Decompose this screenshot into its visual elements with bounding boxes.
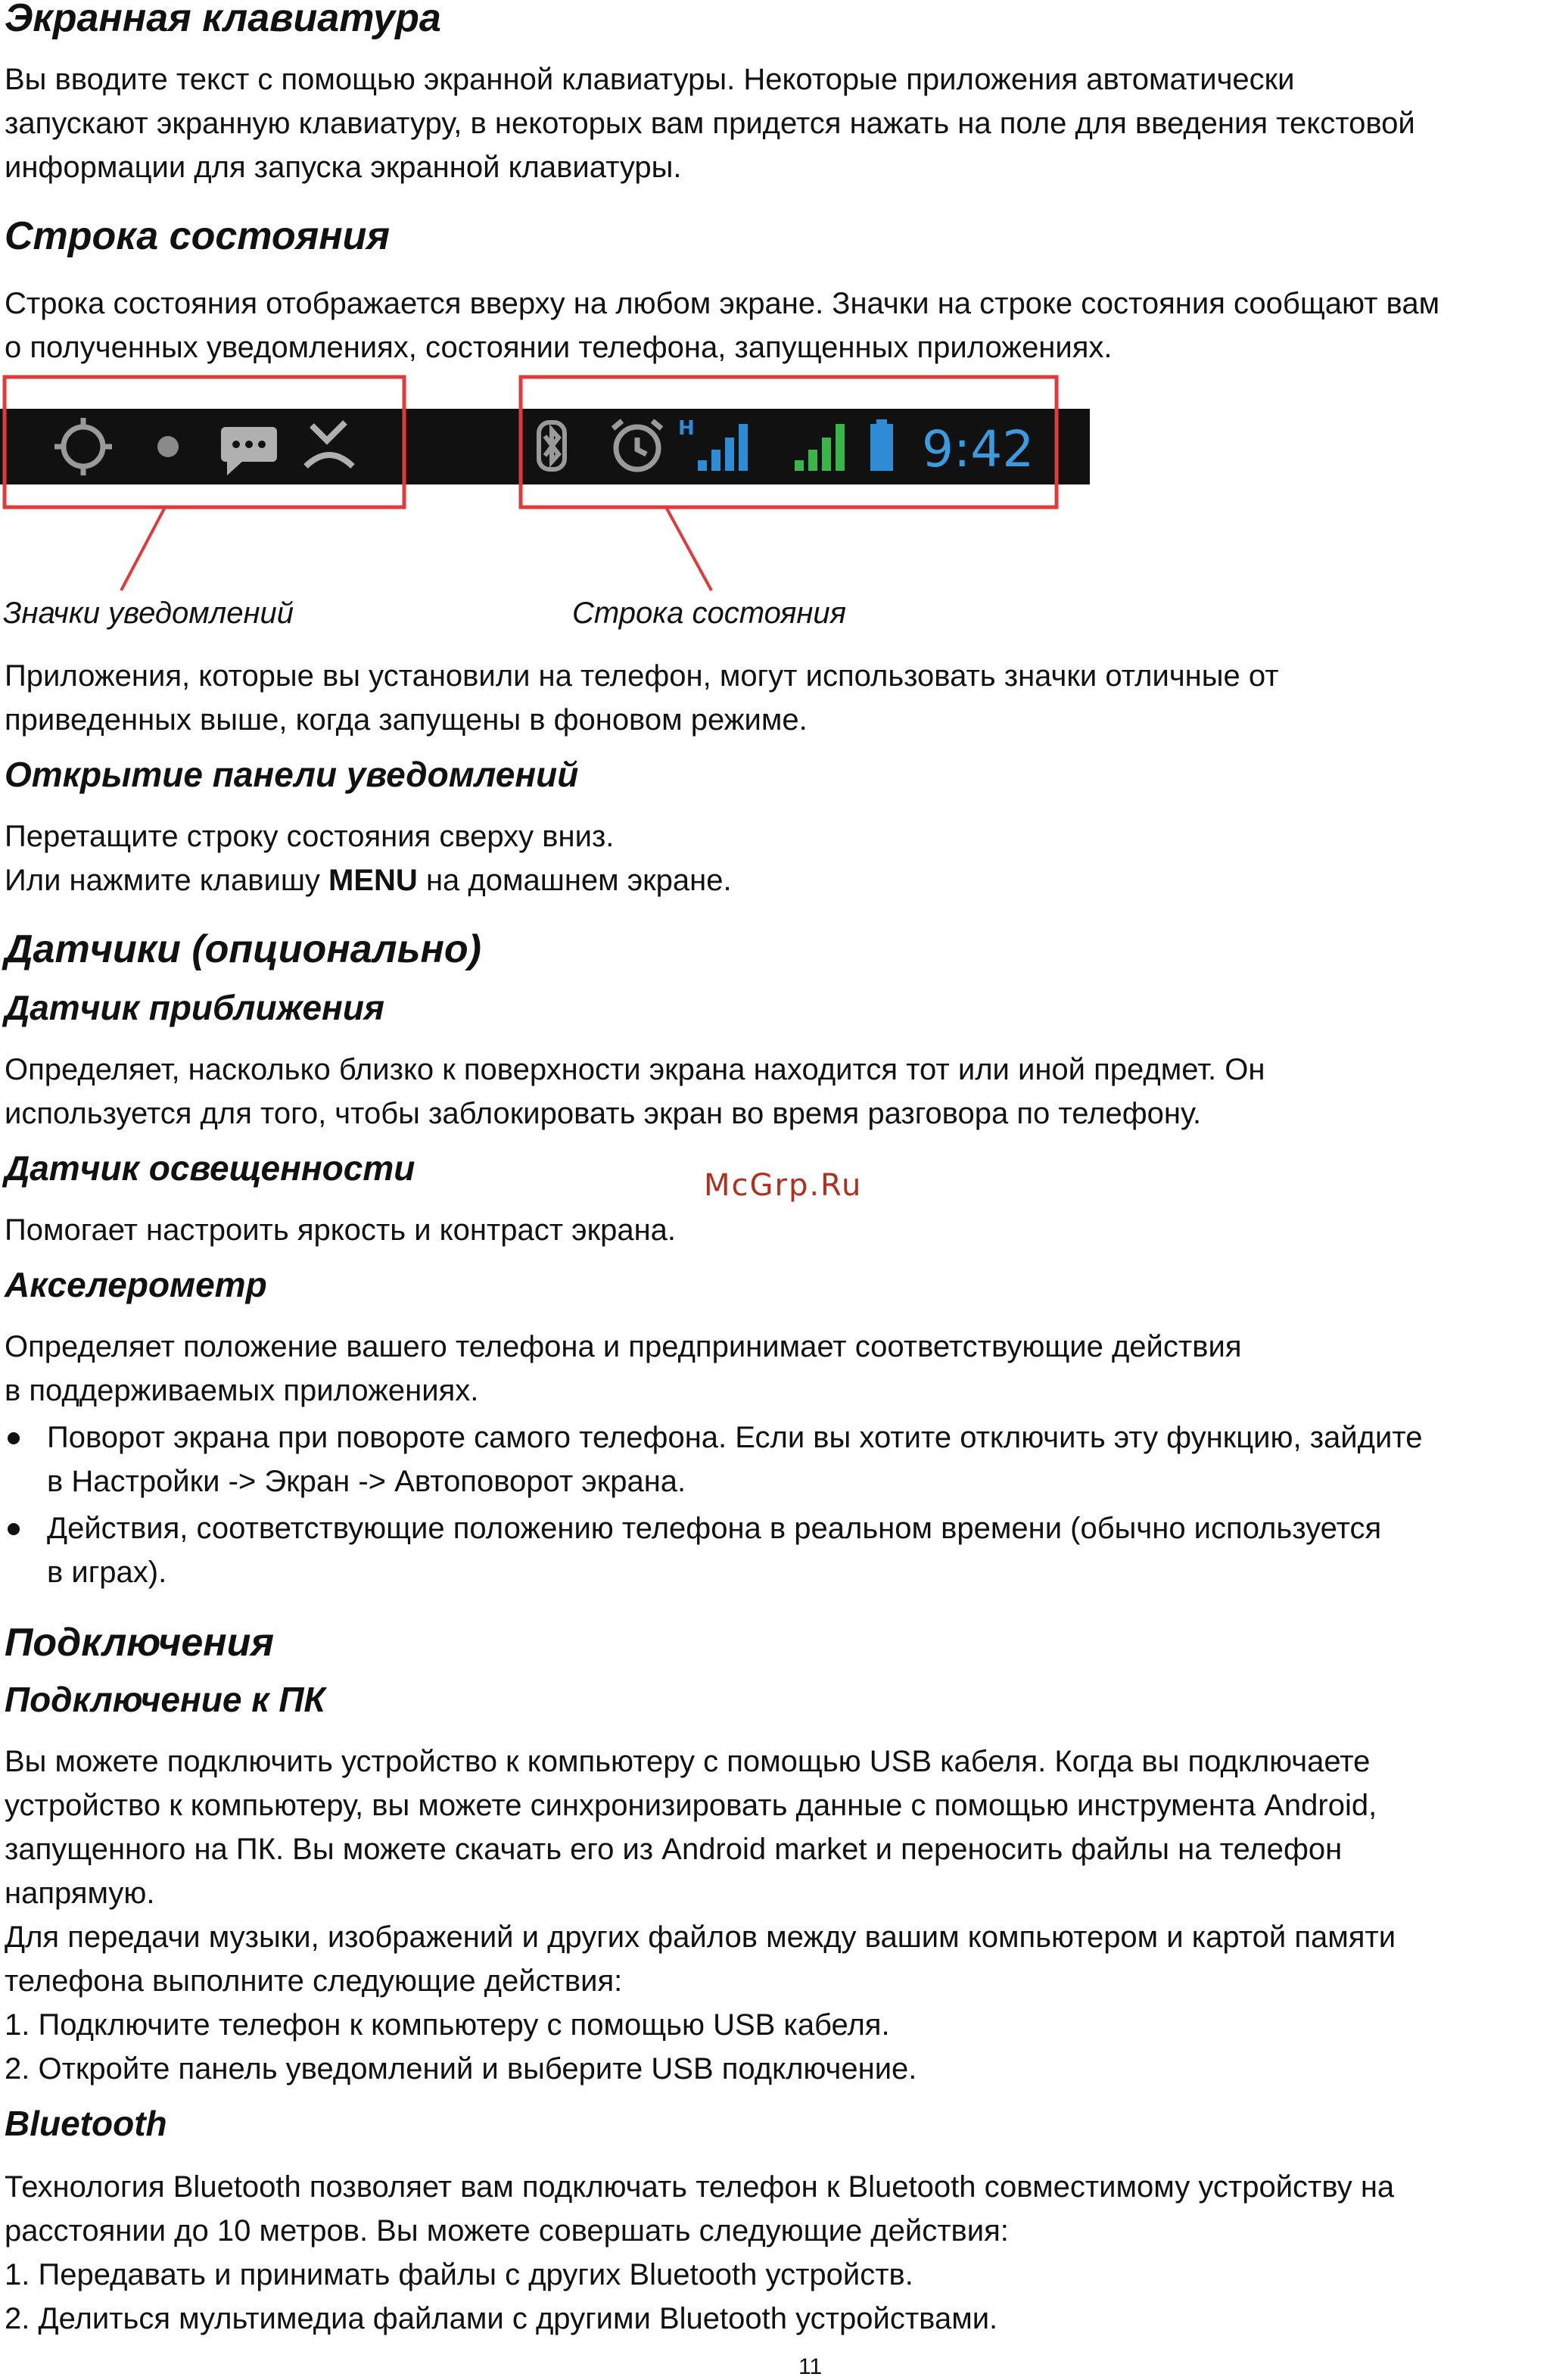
- bullet-text-line: в Настройки -> Экран -> Автоповорот экрана.: [47, 1465, 686, 1498]
- subsection-title-accelerometer: Акселерометр: [5, 1265, 267, 1304]
- text-part: на домашнем экране.: [417, 864, 732, 897]
- text-line: о полученных уведомлениях, состоянии телефона, запущенных приложениях.: [5, 331, 1113, 364]
- bullet-icon: [8, 1432, 20, 1444]
- pc-paragraph: [5, 1740, 1396, 2091]
- keyboard-paragraph: [5, 58, 1415, 189]
- text-line: 2. Откройте панель уведомлений и выберите USB подключение.: [5, 2052, 917, 2086]
- text-line: Технология Bluetooth позволяет вам подключать телефон к Bluetooth совместимому устройству на: [5, 2170, 1395, 2204]
- accelerometer-paragraph: [5, 1325, 1241, 1413]
- subsection-title-proximity: Датчик приближения: [5, 988, 385, 1027]
- text-line: Вы можете подключить устройство к компьютеру с помощью USB кабеля. Когда вы подключаете: [5, 1745, 1371, 1778]
- bullet-text-line: в играх).: [47, 1556, 167, 1589]
- bullet-text-line: Действия, соответствующие положению телефона в реальном времени (обычно используется: [47, 1512, 1382, 1545]
- text-line: Строка состояния отображается вверху на любом экране. Значки на строке состояния сообщают вам: [5, 287, 1440, 320]
- text-line: Определяет положение вашего телефона и предпринимает соответствующие действия: [5, 1330, 1242, 1363]
- text-line: Перетащите строку состояния сверху вниз.: [5, 820, 615, 853]
- section-title-sensors: Датчики (опционально): [5, 927, 481, 971]
- section-title-keyboard: Экранная клавиатура: [5, 0, 441, 40]
- text-line: Помогает настроить яркость и контраст экрана.: [5, 1213, 677, 1247]
- menu-key-label: MENU: [328, 864, 418, 897]
- bluetooth-paragraph: [5, 2165, 1394, 2341]
- statusbar-paragraph: [5, 282, 1439, 369]
- bullet-text-line: Поворот экрана при повороте самого телефона. Если вы хотите отключить эту функцию, зайдите: [47, 1421, 1423, 1454]
- dot-icon: [157, 436, 179, 457]
- text-line: приведенных выше, когда запущены в фоновом режиме.: [5, 703, 808, 737]
- statusbar-illustration: [0, 371, 1097, 598]
- text-line: 2. Делиться мультимедиа файлами с другими Bluetooth устройствами.: [5, 2302, 998, 2335]
- pointer-line-right: [666, 507, 711, 590]
- proximity-paragraph: [5, 1048, 1265, 1135]
- network-type-label: H: [678, 417, 695, 440]
- page-number: 11: [798, 2354, 823, 2379]
- text-line: расстоянии до 10 метров. Вы можете совершать следующие действия:: [5, 2214, 1009, 2248]
- subsection-title-bluetooth: Bluetooth: [5, 2104, 167, 2143]
- subsection-title-pc: Подключение к ПК: [5, 1680, 325, 1719]
- text-part: Или нажмите клавишу: [5, 864, 329, 897]
- text-line: Вы вводите текст с помощью экранной клавиатуры. Некоторые приложения автоматически: [5, 63, 1295, 96]
- caption-status-bar: Строка состояния: [572, 597, 846, 630]
- clock-label: 9:42: [922, 420, 1035, 478]
- text-line: напрямую.: [5, 1877, 155, 1910]
- subsection-title-light: Датчик освещенности: [5, 1148, 415, 1188]
- caption-notification-icons: Значки уведомлений: [3, 597, 294, 630]
- pointer-line-left: [121, 507, 165, 590]
- light-paragraph: [5, 1208, 676, 1252]
- bullet-icon: [8, 1523, 20, 1535]
- section-title-connections: Подключения: [5, 1621, 275, 1665]
- text-line: 1. Передавать и принимать файлы с других Bluetooth устройств.: [5, 2258, 913, 2291]
- text-line: запущенного на ПК. Вы можете скачать его из Android market и переносить файлы на телефон: [5, 1833, 1343, 1866]
- notification-panel-paragraph: [5, 815, 732, 902]
- text-line: Определяет, насколько близко к поверхности экрана находится тот или иной предмет. Он: [5, 1053, 1265, 1086]
- text-line: запускают экранную клавиатуру, в некоторых вам придется нажать на поле для введения текстовой: [5, 107, 1415, 140]
- section-title-statusbar: Строка состояния: [5, 214, 391, 258]
- text-line: телефона выполните следующие действия:: [5, 1964, 623, 1998]
- list-item: [5, 1416, 1548, 1503]
- text-line: Для передачи музыки, изображений и других файлов между вашим компьютером и картой памяти: [5, 1921, 1396, 1954]
- text-line: используется для того, чтобы заблокировать экран во время разговора по телефону.: [5, 1097, 1202, 1130]
- section-title-notification-panel: Открытие панели уведомлений: [5, 755, 579, 794]
- text-line: устройство к компьютеру, вы можете синхронизировать данные с помощью инструмента Android,: [5, 1789, 1377, 1822]
- text-line: в поддерживаемых приложениях.: [5, 1374, 479, 1407]
- text-line: 1. Подключите телефон к компьютеру с помощью USB кабеля.: [5, 2008, 890, 2042]
- text-line: информации для запуска экранной клавиатуры.: [5, 151, 682, 184]
- list-item: [5, 1506, 1548, 1594]
- text-line: Приложения, которые вы установили на телефон, могут использовать значки отличные от: [5, 659, 1279, 693]
- text-line: [5, 858, 732, 902]
- apps-icons-paragraph: [5, 654, 1279, 742]
- battery-icon: [870, 419, 893, 471]
- watermark: McGrp.Ru: [704, 1168, 863, 1203]
